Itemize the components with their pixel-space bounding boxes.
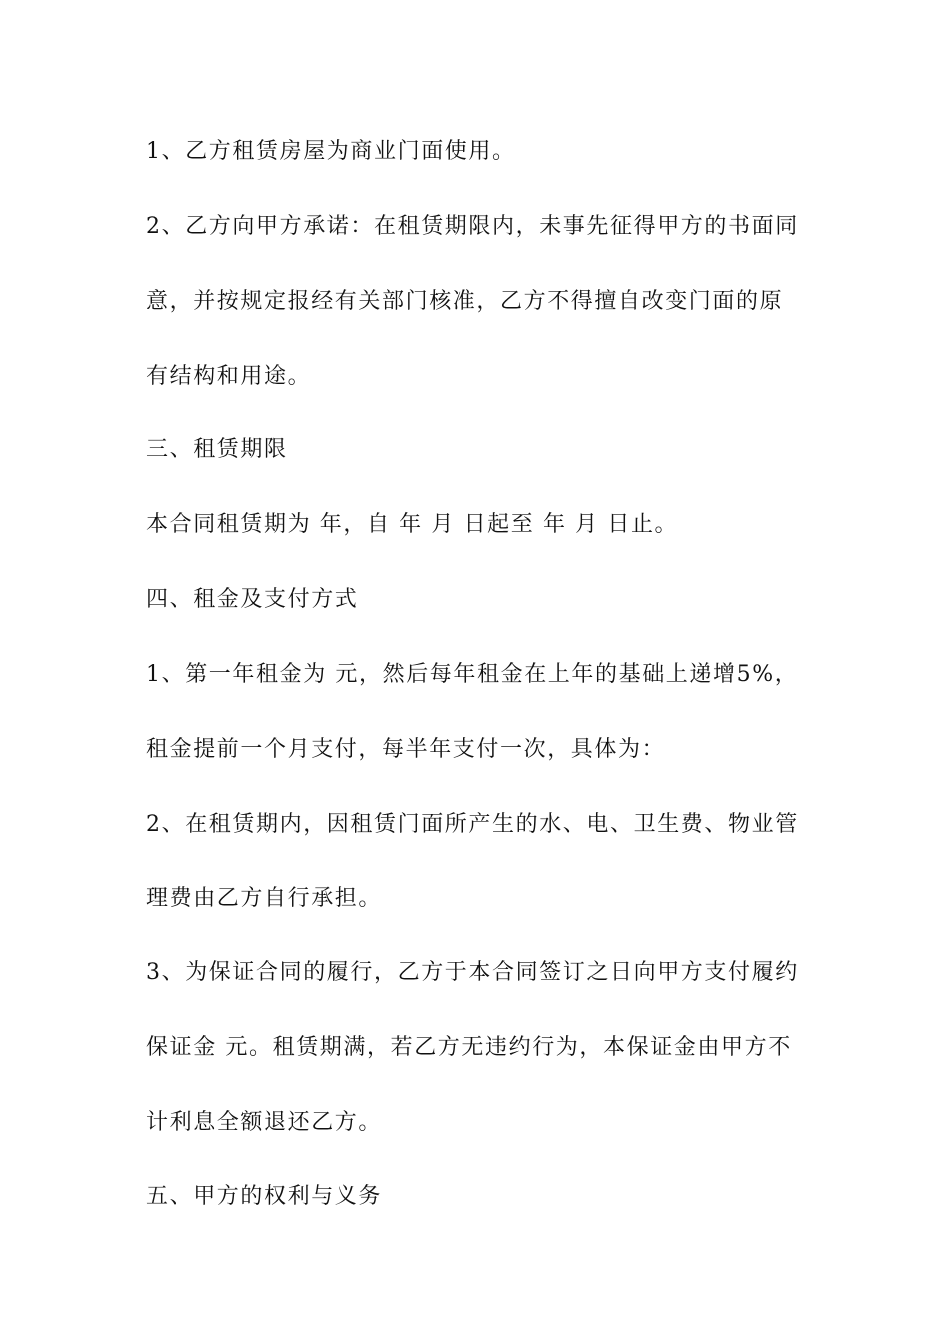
section-heading: 四、租金及支付方式 <box>146 587 359 612</box>
section-heading: 三、租赁期限 <box>146 437 288 462</box>
clause-line: 租金提前一个月支付，每半年支付一次，具体为： <box>146 737 666 762</box>
clause-line: 2、在租赁期内，因租赁门面所产生的水、电、卫生费、物业管 <box>146 812 799 837</box>
clause-line: 2、乙方向甲方承诺：在租赁期限内，未事先征得甲方的书面同 <box>146 214 799 239</box>
section-heading: 五、甲方的权利与义务 <box>146 1184 383 1209</box>
clause-line: 3、为保证合同的履行，乙方于本合同签订之日向甲方支付履约 <box>146 960 799 985</box>
clause-line: 1、乙方租赁房屋为商业门面使用。 <box>146 139 516 164</box>
clause-line: 理费由乙方自行承担。 <box>146 886 383 911</box>
clause-line: 意，并按规定报经有关部门核准，乙方不得擅自改变门面的原 <box>146 289 784 314</box>
clause-line: 1、第一年租金为 元，然后每年租金在上年的基础上递增5%， <box>146 662 799 687</box>
clause-line: 本合同租赁期为 年，自 年 月 日起至 年 月 日止。 <box>146 512 679 537</box>
clause-line: 计利息全额退还乙方。 <box>146 1110 383 1135</box>
clause-line: 保证金 元。租赁期满，若乙方无违约行为，本保证金由甲方不 <box>146 1035 792 1060</box>
clause-line: 有结构和用途。 <box>146 364 312 389</box>
